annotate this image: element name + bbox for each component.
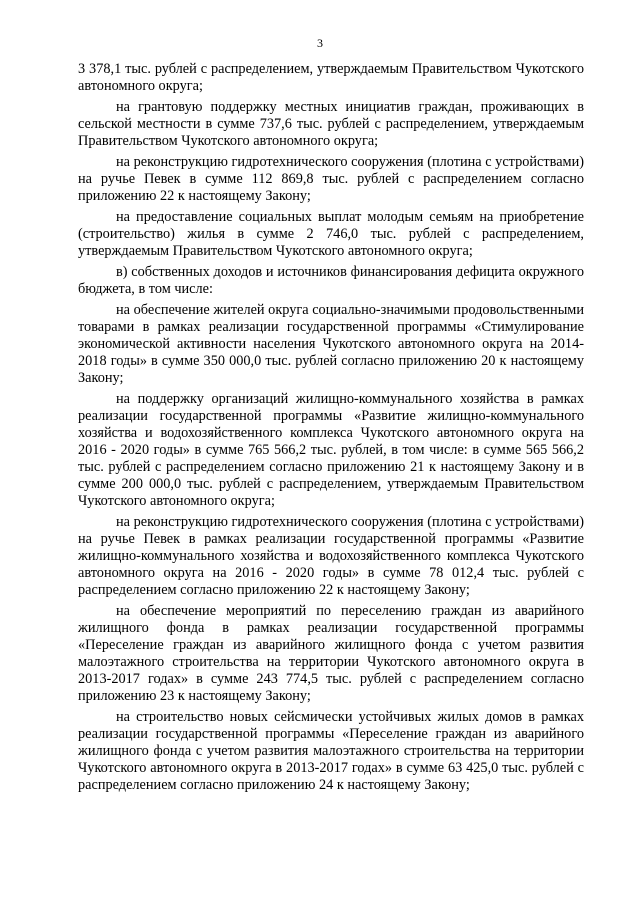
paragraph-food-supply: на обеспечение жителей округа социально-значимыми продовольственными товарами в рамках реализации государственной программы «Стимулирование экономической активности населения Чукотского автономного округа на 2014-2018 годы» в сумме 350 000,0 тыс. рублей согласно приложению 20 к настоящему Закону; bbox=[78, 302, 584, 386]
paragraph-dam-program: на реконструкцию гидротехнического сооружения (плотина с устройствами) на ручье Певек в рамках реализации государственной программы «Развитие жилищно-коммунального хозяйства и водохозяйственного комплекса Чукотского автономного округа на 2016 - 2020 годы» в сумме 78 012,4 тыс. рублей с распределением согласно приложению 22 к настоящему Закону; bbox=[78, 514, 584, 598]
paragraph-housing-utilities: на поддержку организаций жилищно-коммунального хозяйства в рамках реализации государственной программы «Развитие жилищно-коммунального хозяйства и водохозяйственного комплекса Чукотского автономного округа на 2016 - 2020 годы» в сумме 765 566,2 тыс. рублей, в том числе: в сумме 565 566,2 тыс. рублей с распределением согласно приложению 21 к настоящему Закону и в сумме 200 000,0 тыс. рублей с распределением, утверждаемым Правительством Чукотского автономного округа; bbox=[78, 391, 584, 509]
paragraph-young-families: на предоставление социальных выплат молодым семьям на приобретение (строительство) жилья в сумме 2 746,0 тыс. рублей с распределением, утверждаемым Правительством Чукотского автономного округа; bbox=[78, 209, 584, 259]
paragraph-continuation: 3 378,1 тыс. рублей с распределением, утверждаемым Правительством Чукотского автономного округа; bbox=[78, 61, 584, 94]
document-body bbox=[78, 61, 584, 798]
paragraph-resettlement: на обеспечение мероприятий по переселению граждан из аварийного жилищного фонда в рамках реализации государственной программы «Переселение граждан из аварийного жилищного фонда с учетом развития малоэтажного строительства на территории Чукотского автономного округа в 2013-2017 годах» в сумме 243 774,5 тыс. рублей с распределением согласно приложению 23 к настоящему Закону; bbox=[78, 603, 584, 704]
paragraph-dam-reconstruction: на реконструкцию гидротехнического сооружения (плотина с устройствами) на ручье Певек в сумме 112 869,8 тыс. рублей с распределением согласно приложению 22 к настоящему Закону; bbox=[78, 154, 584, 204]
paragraph-own-revenues: в) собственных доходов и источников финансирования дефицита окружного бюджета, в том числе: bbox=[78, 264, 584, 297]
page-number: 3 bbox=[317, 36, 323, 50]
paragraph-grant-support: на грантовую поддержку местных инициатив граждан, проживающих в сельской местности в сумме 737,6 тыс. рублей с распределением, утверждаемым Правительством Чукотского автономного округа; bbox=[78, 99, 584, 149]
paragraph-seismic-housing: на строительство новых сейсмически устойчивых жилых домов в рамках реализации государственной программы «Переселение граждан из аварийного жилищного фонда с учетом развития малоэтажного строительства на территории Чукотского автономного округа в 2013-2017 годах» в сумме 63 425,0 тыс. рублей с распределением согласно приложению 24 к настоящему Закону; bbox=[78, 709, 584, 793]
